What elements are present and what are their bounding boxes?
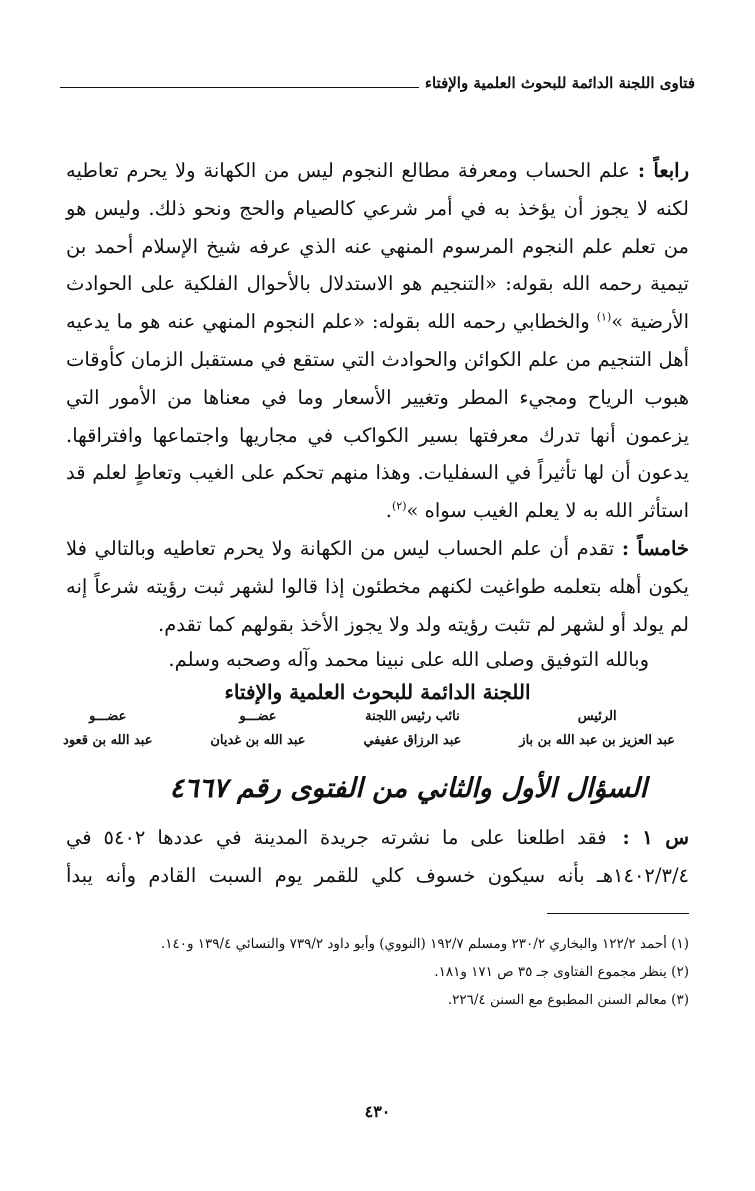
paragraph-lead: خامساً : [621,536,689,560]
footnote: (٢) ينظر مجموع الفتاوى جـ ٣٥ ص ١٧١ و١٨١. [434,964,689,980]
paragraph-lead: رابعاً : [637,159,689,182]
paragraph-text: تقدم أن علم الحساب ليس من الكهانة ولا يحرم تعاطيه وبالتالي فلا يكون أهله بتعلمه طواغيت لكنهم مخطئون إذا قالوا لشهر ثبت رؤيته شرعاً إنه لم يولد أو لشهر لم تثبت رؤيته ولد ولا يجوز الأخذ بقولهم كما تقدم. [66,536,689,636]
signature-role: عضـــو [89,709,127,724]
paragraph-text: والخطابي رحمه الله بقوله: «علم النجوم المنهي عنه هو ما يدعيه أهل التنجيم من علم الكوائن والحوادث التي ستقع في مستقبل الزمان كأوقات هبوب الرياح ومجيء المطر وتغيير الأسعار وما في معناها من الأمور التي يزعمون أنها تدرك معرفتها بسير الكواكب في مجاريها واجتماعها وافتراقها. يدعون أن لها تأثيراً في السفليات. وهذا منهم تحكم على الغيب وتعاطٍ لعلم قد استأثر الله به لا يعلم الغيب سواه » [66,310,689,523]
footnote-marker: (١) [596,310,612,324]
question-lead: س ١ : [622,826,690,849]
signature-role: عضـــو [239,709,277,724]
footnotes [66,930,689,1014]
paragraph-fifth [66,530,689,643]
footnote-marker: (٢) [392,499,407,513]
running-header-title: فتاوى اللجنة الدائمة للبحوث العلمية والإفتاء [424,74,695,92]
running-header [60,74,695,92]
paragraph-text: علم الحساب ومعرفة مطالع النجوم ليس من الكهانة ولا يحرم تعاطيه لكنه لا يجوز أن يؤخذ به في أمر شرعي كالصيام والحج ونحو ذلك. وليس هو من تعلم علم النجوم المرسوم المنهي عنه الذي عرفه شيخ الإسلام أحمد بن تيمية رحمه الله بقوله: «التنجيم هو الاستدلال بالأحوال الفلكية على الحوادث الأرضية » [66,159,690,334]
signature-name: عبد الله بن غديان [210,733,306,748]
signature [363,709,461,748]
footnote-rule [547,913,689,914]
signature-block [63,709,675,748]
question-text: فقد اطلعنا على ما نشرته جريدة المدينة في عددها ٥٤٠٢ في ١٤٠٢/٣/٤هـ بأنه سيكون خسوف كلي للقمر يوم السبت القادم وأنه يبدأ [66,826,689,887]
committee-title: اللجنة الدائمة للبحوث العلمية والإفتاء [224,680,531,704]
signature-name: عبد الله بن قعود [63,733,153,748]
signature-role: الرئيس [577,709,617,724]
footnote: (٣) معالم السنن المطبوع مع السنن ٢٢٦/٤. [447,992,689,1008]
signature [519,709,675,748]
signature-name: عبد الرزاق عفيفي [363,733,462,748]
footnote: (١) أحمد ١٢٢/٢ والبخاري ٢٣٠/٢ ومسلم ١٩٢/٧ (النووي) وأبو داود ٧٣٩/٢ والنسائي ١٣٩/٤ و١٤٠. [160,936,689,952]
signature-name: عبد العزيز بن عبد الله بن باز [519,733,675,748]
header-rule [60,87,419,88]
signature-role: نائب رئيس اللجنة [365,709,460,724]
paragraph-fourth [66,152,689,530]
closing-line: وبالله التوفيق وصلى الله على نبينا محمد وآله وصحبه وسلم. [168,648,649,671]
fatwa-body [66,152,689,643]
signature [63,709,152,748]
page-number: ٤٣٠ [364,1102,391,1121]
paragraph-end: . [385,499,392,523]
question [66,819,689,895]
section-title: السؤال الأول والثاني من الفتوى رقم ٤٦٦٧ [169,773,647,804]
signature [210,709,305,748]
